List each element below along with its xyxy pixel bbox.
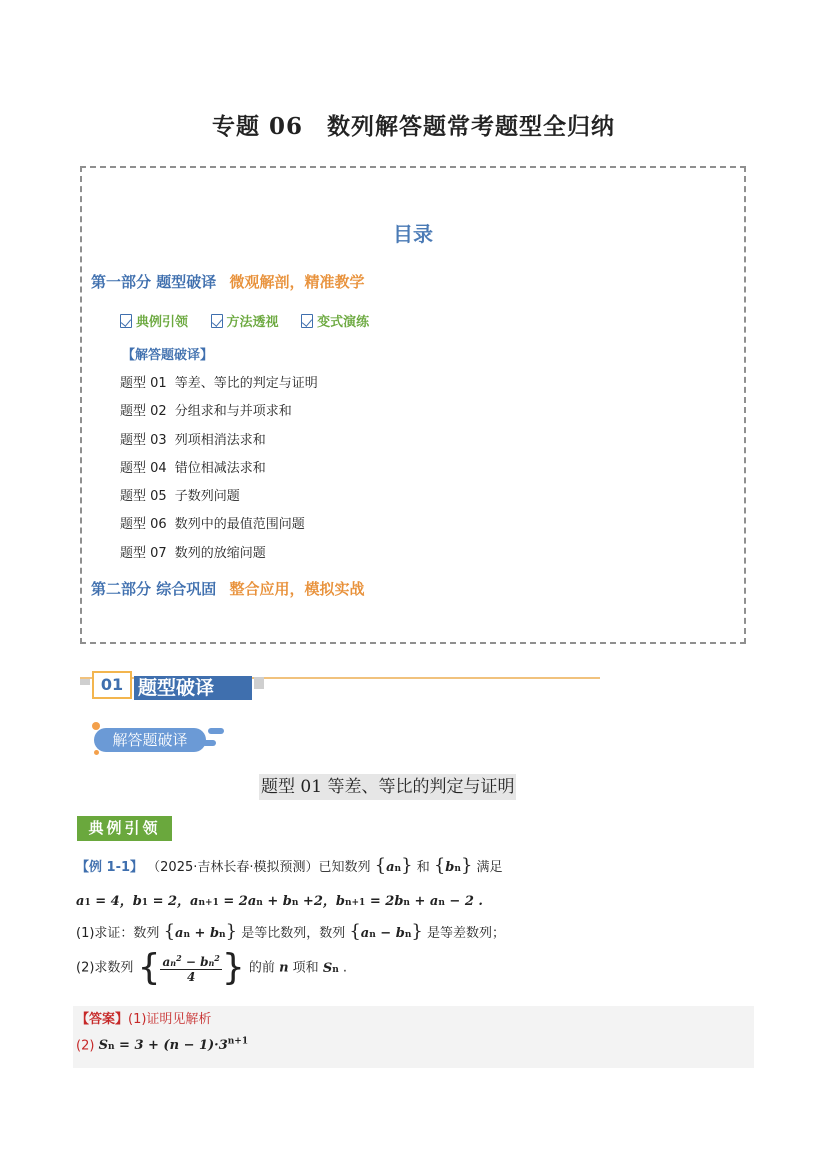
toc-topic-item[interactable] bbox=[120, 431, 318, 459]
math-diff-seq: {an − bn} bbox=[349, 921, 423, 942]
document-check-icon bbox=[301, 314, 313, 328]
answer-label: 【答案】 bbox=[76, 1012, 129, 1027]
subsection-pill-banner bbox=[84, 722, 229, 758]
topic-text: 等差、等比的判定与证明 bbox=[174, 376, 318, 391]
document-title: 专题 06 数列解答题常考题型全归纳 bbox=[211, 113, 615, 140]
toc-part1[interactable] bbox=[91, 271, 364, 292]
example-question2: (2)求数列 { $\frac{an^2 - bn^2}{4}$ } 的前 n 项和 Sn . bbox=[76, 947, 348, 988]
answer-part2-label: (2) bbox=[76, 1038, 95, 1054]
topic-text: 错位相减法求和 bbox=[174, 460, 266, 476]
topic-number: 题型 06 bbox=[120, 517, 167, 533]
topic-number: 题型 05 bbox=[120, 489, 167, 505]
math-seq-b: {bn} bbox=[433, 855, 473, 876]
toc-feature-row bbox=[120, 311, 387, 332]
math-Sn: Sn bbox=[322, 960, 339, 976]
pill-decoration bbox=[208, 728, 224, 734]
toc-feature-examples[interactable] bbox=[120, 311, 188, 330]
math-sum-seq: {an + bn} bbox=[163, 921, 238, 942]
answer-box bbox=[73, 1006, 754, 1068]
math-conditions: a1 = 4，b1 = 2，an+1 = 2an + bn +2，bn+1 = 2bn + an − 2 . bbox=[76, 894, 483, 909]
example-question1 bbox=[76, 921, 505, 942]
topic-number: 题型 04 bbox=[120, 460, 167, 476]
toc-topic-item[interactable] bbox=[120, 402, 318, 430]
answer-line1 bbox=[76, 1008, 211, 1027]
topic-text: 分组求和与并项求和 bbox=[174, 404, 292, 420]
math-answer-formula: $Sn = 3 + (n - 1)\cdot 3^{n+1}$ bbox=[98, 1037, 249, 1054]
topic-text: 数列的放缩问题 bbox=[174, 545, 266, 561]
toc-heading: 目录 bbox=[393, 222, 433, 246]
q2-suffix: . bbox=[342, 960, 348, 976]
table-of-contents bbox=[80, 166, 746, 644]
toc-feature-label: 典例引领 bbox=[136, 315, 189, 330]
toc-part2-subtitle: 整合应用，模拟实战 bbox=[229, 580, 365, 598]
math-fraction: $\frac{an^2 - bn^2}{4}$ bbox=[162, 952, 220, 984]
document-check-icon bbox=[211, 314, 223, 328]
document-check-icon bbox=[120, 314, 132, 328]
toc-topic-item[interactable] bbox=[120, 459, 318, 487]
example-source: （2025·吉林长春·模拟预测）已知数列 bbox=[147, 860, 371, 875]
toc-feature-label: 方法透视 bbox=[226, 315, 279, 330]
math-seq-a: {an} bbox=[374, 855, 413, 876]
example-tag: 【例 1-1】 bbox=[76, 860, 144, 875]
pill-label: 解答题破译 bbox=[94, 728, 206, 752]
q2-mid: 的前 bbox=[248, 960, 275, 976]
example-and: 和 bbox=[416, 860, 430, 875]
topic-number: 题型 02 bbox=[120, 404, 167, 420]
q1-prefix: (1)求证：数列 bbox=[76, 926, 160, 941]
toc-part1-subtitle: 微观解剖，精准教学 bbox=[229, 273, 365, 291]
toc-feature-practice[interactable] bbox=[301, 311, 369, 330]
example-conditions bbox=[76, 890, 483, 909]
toc-topic-list bbox=[120, 374, 318, 572]
answer-line2 bbox=[76, 1037, 248, 1053]
math-n: n bbox=[279, 960, 289, 976]
topic-text: 数列中的最值范围问题 bbox=[174, 517, 305, 533]
toc-topic-item[interactable] bbox=[120, 487, 318, 515]
topic-text: 列项相消法求和 bbox=[174, 432, 266, 448]
pill-decoration bbox=[202, 740, 216, 746]
topic-number: 题型 03 bbox=[120, 432, 167, 448]
toc-feature-methods[interactable] bbox=[211, 311, 279, 330]
topic-number: 题型 01 bbox=[120, 376, 167, 391]
banner-decoration bbox=[80, 679, 90, 685]
topic-text: 子数列问题 bbox=[174, 489, 240, 505]
topic-heading: 题型 01 等差、等比的判定与证明 bbox=[259, 774, 516, 800]
example-intro-line bbox=[76, 855, 503, 876]
q1-mid: 是等比数列，数列 bbox=[241, 926, 346, 941]
example-satisfy: 满足 bbox=[476, 860, 503, 875]
toc-part1-title: 第一部分 题型破译 bbox=[91, 273, 217, 291]
toc-feature-label: 变式演练 bbox=[317, 315, 370, 330]
toc-part2[interactable] bbox=[91, 578, 364, 599]
section-number-badge: 01 bbox=[92, 671, 132, 699]
toc-topic-item[interactable] bbox=[120, 374, 318, 402]
q2-mid2: 项和 bbox=[292, 960, 319, 976]
q2-prefix: (2)求数列 bbox=[76, 960, 134, 976]
toc-section-tag: 【解答题破译】 bbox=[122, 348, 214, 363]
toc-part2-title: 第二部分 综合巩固 bbox=[91, 580, 217, 598]
banner-decoration bbox=[254, 677, 264, 689]
toc-topic-item[interactable] bbox=[120, 515, 318, 543]
toc-topic-item[interactable] bbox=[120, 544, 318, 572]
section-banner bbox=[80, 669, 604, 701]
topic-number: 题型 07 bbox=[120, 545, 167, 561]
section-banner-label: 题型破译 bbox=[134, 676, 252, 700]
q1-suffix: 是等差数列； bbox=[426, 926, 505, 941]
decoration-dot bbox=[94, 750, 99, 755]
example-banner: 典例引领 bbox=[77, 816, 172, 841]
answer-part1: (1)证明见解析 bbox=[128, 1012, 212, 1027]
